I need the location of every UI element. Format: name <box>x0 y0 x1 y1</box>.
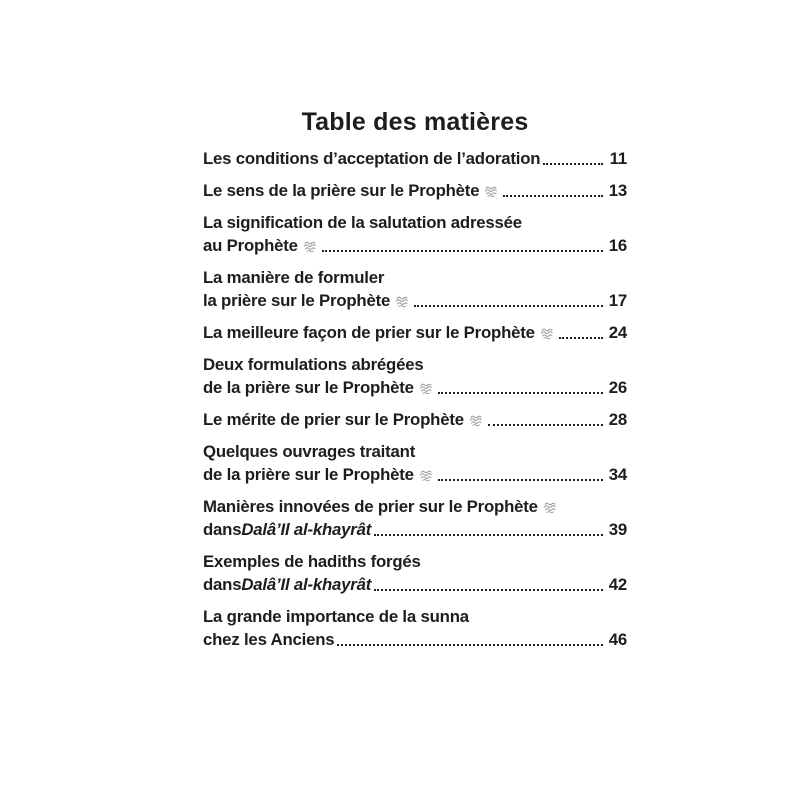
toc-line <box>203 147 627 170</box>
toc-entry-book-title: Dalâ’Il al-khayrât <box>241 520 372 539</box>
dot-leader <box>414 305 603 307</box>
dot-leader <box>559 337 603 339</box>
toc-line <box>203 408 627 431</box>
toc-entry-text: Le sens de la prière sur le Prophète <box>203 181 480 200</box>
page-number: 39 <box>608 520 627 539</box>
page-number: 13 <box>608 181 627 200</box>
toc-entry <box>203 353 627 399</box>
page-title: Table des matières <box>301 107 529 136</box>
dot-leader <box>488 424 603 426</box>
toc-entry-text: de la prière sur le Prophète <box>203 465 414 484</box>
page-number: 16 <box>608 236 627 255</box>
toc-entry-text: chez les Anciens <box>203 630 335 649</box>
saws-honorific-icon <box>543 500 557 515</box>
toc-line <box>203 353 627 376</box>
toc-entry <box>203 440 627 486</box>
toc-entry-text: dans <box>203 520 242 539</box>
dot-leader <box>438 479 603 481</box>
dot-leader <box>438 392 603 394</box>
saws-honorific-icon <box>419 468 433 483</box>
toc-entry-text: Le mérite de prier sur le Prophète <box>203 410 464 429</box>
toc-entry-text: La grande importance de la sunna <box>203 607 469 626</box>
page-number: 28 <box>608 410 627 429</box>
page-number: 46 <box>608 630 627 649</box>
saws-honorific-icon <box>419 381 433 396</box>
toc-line <box>203 321 627 344</box>
dot-leader <box>374 534 603 536</box>
toc-line <box>203 550 627 573</box>
dot-leader <box>337 644 603 646</box>
page-number: 17 <box>608 291 627 310</box>
dot-leader <box>374 589 603 591</box>
toc-entry-text: La manière de formuler <box>203 268 385 287</box>
toc-entry-text: la prière sur le Prophète <box>203 291 391 310</box>
toc-entry-text: La meilleure façon de prier sur le Prophète <box>203 323 535 342</box>
toc-entry-text: au Prophète <box>203 236 298 255</box>
toc-line <box>203 495 627 518</box>
toc-entry-text: de la prière sur le Prophète <box>203 378 414 397</box>
dot-leader <box>322 250 603 252</box>
saws-honorific-icon <box>395 294 409 309</box>
toc-line <box>203 518 627 541</box>
toc-line <box>203 234 627 257</box>
toc-entry <box>203 408 627 431</box>
toc-line <box>203 376 627 399</box>
toc-entry-text: La signification de la salutation adressée <box>203 213 522 232</box>
page-number: 24 <box>608 323 627 342</box>
toc-entry <box>203 179 627 202</box>
dot-leader <box>503 195 603 197</box>
page-number: 42 <box>608 575 627 594</box>
saws-honorific-icon <box>303 239 317 254</box>
toc-line <box>203 266 627 289</box>
toc-entry <box>203 147 627 170</box>
toc-line <box>203 211 627 234</box>
toc-line <box>203 628 627 651</box>
toc-entry <box>203 321 627 344</box>
toc-line <box>203 573 627 596</box>
toc-line <box>203 605 627 628</box>
toc-line <box>203 440 627 463</box>
toc-entry-text: Les conditions d’acceptation de l’adoration <box>203 149 541 168</box>
toc-entry <box>203 211 627 257</box>
saws-honorific-icon <box>540 326 554 341</box>
saws-honorific-icon <box>484 184 498 199</box>
dot-leader <box>543 163 603 165</box>
toc-entry-book-title: Dalâ’Il al-khayrât <box>241 575 372 594</box>
page-number: 11 <box>609 149 627 168</box>
toc-entry-text: Manières innovées de prier sur le Prophète <box>203 497 538 516</box>
toc-entry-text: Deux formulations abrégées <box>203 355 424 374</box>
toc-entry <box>203 495 627 541</box>
page-number: 26 <box>608 378 627 397</box>
toc-entry-text: Quelques ouvrages traitant <box>203 442 416 461</box>
toc-entry <box>203 605 627 651</box>
toc-entry <box>203 266 627 312</box>
page-number: 34 <box>608 465 627 484</box>
toc-line <box>203 289 627 312</box>
toc-line <box>203 179 627 202</box>
toc-entry-text: dans <box>203 575 242 594</box>
toc-line <box>203 463 627 486</box>
saws-honorific-icon <box>469 413 483 428</box>
toc-entry-text: Exemples de hadiths forgés <box>203 552 421 571</box>
toc-entry <box>203 550 627 596</box>
toc-list <box>203 147 627 660</box>
